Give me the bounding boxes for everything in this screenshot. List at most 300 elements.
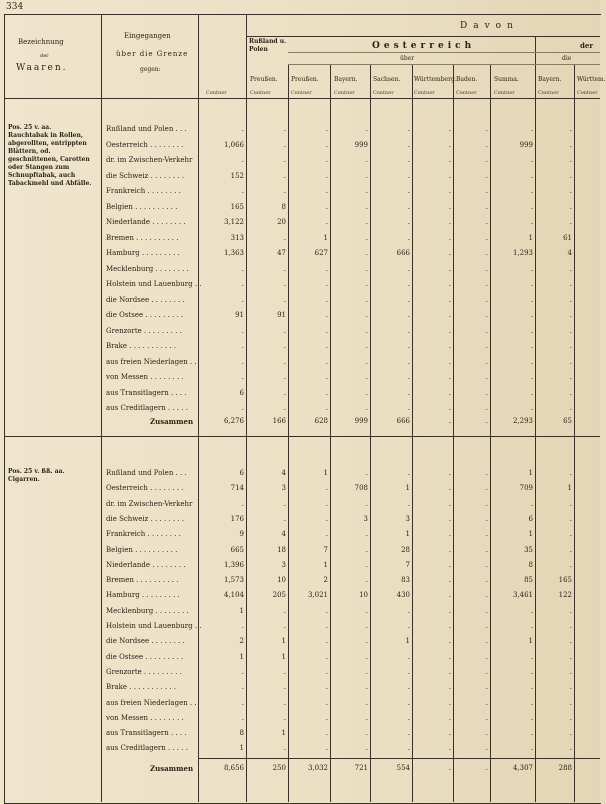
block2-cell: . [569,713,572,722]
block2-cell: . [365,637,368,646]
block2-cell: . [365,606,368,615]
block2-cell: . [530,683,533,692]
block2-country-6: Niederlande . . . . . . . . [106,560,186,569]
block2-country-7: Bremen . . . . . . . . . . [106,576,179,585]
block2-cell: . [325,667,328,676]
block2-cell: . [365,545,368,554]
block2-cell: . [569,698,572,707]
block2-cell: 3,461 [512,591,533,600]
rule [370,64,371,802]
block1-cell: . [325,187,328,195]
block2-country-0: Rußland und Polen . . . [106,469,187,477]
block2-cell: . [485,683,488,692]
block2-cell: . [448,652,451,661]
block2-cell: . [530,667,533,676]
block2-cell: 1 [567,484,572,493]
block1-cell: . [530,404,533,412]
block1-cell: 1,066 [223,140,244,149]
block1-cell: . [407,357,410,366]
block1-cell: . [569,357,572,366]
block1-total-label: Zusammen [150,417,194,426]
block2-cell: . [365,683,368,692]
block2-cell: 1 [405,637,410,646]
block2-cell: . [241,667,244,676]
block2-cell: 122 [558,591,572,600]
block1-cell: 8 [281,202,286,211]
block1-cell: . [448,404,451,412]
block2-cell: . [283,622,286,630]
block2-cell: . [365,713,368,722]
block2-total-cell: 3,032 [307,764,328,772]
block1-total-cell: 666 [396,417,410,425]
block2-cell: . [448,637,451,646]
block1-cell: . [448,280,451,288]
block1-cell: . [325,357,328,366]
block1-cell: . [283,233,286,242]
block2-cell: . [325,637,328,646]
block1-total-cell: 2,293 [512,417,533,425]
block2-cell: . [569,514,572,523]
block1-cell: . [485,233,488,242]
block1-cell: . [448,125,451,133]
block2-total-cell: 288 [558,764,572,772]
block2-cell: . [448,576,451,585]
subheader-1: Preußen. [291,76,319,83]
block2-cell: . [530,729,533,738]
block1-cell: . [407,326,410,335]
unit-label: Centner [494,90,515,96]
unit-label: Centner [456,90,477,96]
block1-cell: . [530,311,533,319]
rule [490,64,491,802]
block1-cell: . [448,187,451,195]
block1-pos: Pos. 25 v. aa. [8,124,52,131]
unit-label: Centner [206,90,227,96]
block2-cell: . [569,622,572,630]
block2-cell: . [448,713,451,722]
block2-country-17: aus Transitlagern . . . . [106,729,187,738]
block2-cell: . [325,530,328,539]
block1-cell: . [365,125,368,133]
block1-cell: . [530,125,533,133]
block1-cell: . [325,404,328,412]
block1-cell: . [283,326,286,335]
block2-cell: 1 [281,729,286,738]
block1-cell: 1,363 [223,249,244,257]
block1-country-4: Frankreich . . . . . . . . [106,187,181,195]
block2-total-cell: 721 [354,764,368,772]
header-davon: Davon [460,21,519,31]
block1-cell: . [283,125,286,133]
block2-cell: . [325,683,328,692]
block2-cell: 35 [524,545,533,554]
block2-cell: 1 [239,744,244,753]
block1-cell: . [530,156,533,164]
block2-country-14: Brake . . . . . . . . . . . [106,683,176,692]
block2-pos: Pos. 25 v. ßß. aa. [8,468,65,475]
block1-cell: . [365,187,368,195]
page-number: 334 [6,2,24,12]
block2-cell: . [325,622,328,630]
block2-cell: . [569,637,572,646]
block1-total-cell: 999 [354,417,368,425]
block2-country-3: die Schweiz . . . . . . . . [106,514,184,523]
block1-cell: . [283,373,286,381]
block2-cell: . [485,591,488,600]
block1-cell: . [407,264,410,273]
block1-cell: . [325,311,328,319]
block2-cell: . [407,683,410,692]
block1-cell: . [569,187,572,195]
block1-cell: . [283,187,286,195]
block1-cell: . [365,264,368,273]
block2-cell: . [530,652,533,661]
block2-cell: . [365,667,368,676]
block1-cell: . [485,295,488,304]
block2-cell: . [448,622,451,630]
rule [288,64,600,65]
block2-cell: . [485,530,488,539]
block2-cell: . [530,606,533,615]
block1-cell: . [365,295,368,304]
block2-cell: . [325,499,328,508]
block1-cell: . [407,202,410,211]
block2-country-10: Holstein und Lauenburg . . [106,622,202,630]
block2-cell: 3 [281,560,286,569]
block1-cell: . [365,233,368,242]
block2-country-11: die Nordsee . . . . . . . . [106,637,185,646]
block2-cell: . [365,652,368,661]
block1-cell: . [569,373,572,381]
block1-cell: . [448,342,451,350]
block1-country-11: die Nordsee . . . . . . . . [106,295,185,304]
header-col2-line3: gegen: [140,66,161,73]
block1-cell: . [407,233,410,242]
unit-label: Centner [414,90,435,96]
block2-country-9: Mecklenburg . . . . . . . . [106,606,189,615]
block2-cell: . [485,652,488,661]
block1-cell: . [325,295,328,304]
block1-country-15: aus freien Niederlagen . . [106,357,197,366]
block1-cell: . [407,280,410,288]
block1-country-7: Bremen . . . . . . . . . . [106,233,179,242]
block2-cell: . [241,683,244,692]
block1-country-1: Oesterreich . . . . . . . . [106,140,184,149]
block1-country-9: Mecklenburg . . . . . . . . [106,264,189,273]
block1-cell: . [448,140,451,149]
block2-cell: . [283,606,286,615]
block1-cell: 999 [519,140,533,149]
subheader-6: Summa. [494,76,519,83]
block1-cell: . [241,295,244,304]
block2-country-13: Grenzorte . . . . . . . . . [106,667,182,676]
block2-cell: . [407,713,410,722]
block2-cell: 1 [239,652,244,661]
block1-cell: 4 [567,249,572,257]
block1-cell: . [448,233,451,242]
block2-cell: . [530,499,533,508]
block1-cell: . [325,218,328,226]
block1-cell: . [569,295,572,304]
block1-cell: . [241,404,244,412]
block1-cell: . [241,280,244,288]
block2-cell: 665 [230,545,244,554]
block1-cell: . [241,326,244,335]
block1-cell: . [530,280,533,288]
block1-cell: . [530,373,533,381]
block2-cell: . [407,622,410,630]
block1-cell: . [283,357,286,366]
block2-description: Cigarren. [8,476,40,483]
block1-cell: . [365,171,368,180]
block2-cell: . [407,698,410,707]
block2-cell: . [365,576,368,585]
block1-cell: 627 [314,249,328,257]
block2-cell: . [485,698,488,707]
block2-cell: 10 [359,591,368,600]
unit-label: Centner [334,90,355,96]
block1-cell: . [448,357,451,366]
block2-cell: 28 [401,545,410,554]
block1-cell: . [530,187,533,195]
block2-total-cell: 554 [396,764,410,772]
block2-cell: . [485,576,488,585]
block2-cell: . [448,560,451,569]
block2-cell: . [283,499,286,508]
block2-cell: . [569,652,572,661]
block2-cell: . [407,744,410,753]
block2-cell: 165 [558,576,572,585]
block1-country-2: dr. im Zwischen-Verkehr [106,156,193,164]
block1-cell: . [448,156,451,164]
block2-cell: . [485,713,488,722]
block2-cell: . [241,499,244,508]
block1-cell: . [325,202,328,211]
block1-cell: . [365,311,368,319]
block1-cell: . [448,311,451,319]
block2-cell: . [448,729,451,738]
unit-label: Centner [538,90,559,96]
block2-country-15: aus freien Niederlagen . . [106,698,197,707]
block2-cell: . [448,591,451,600]
block1-country-8: Hamburg . . . . . . . . . [106,249,180,257]
block2-cell: . [365,560,368,569]
block1-country-5: Belgien . . . . . . . . . . [106,202,178,211]
block1-cell: . [325,342,328,350]
block2-cell: . [569,606,572,615]
block2-cell: . [569,545,572,554]
block1-cell: 47 [277,249,286,257]
block2-cell: . [485,667,488,676]
block1-cell: . [365,357,368,366]
block2-cell: . [485,469,488,477]
block1-cell: . [448,171,451,180]
unit-label: Centner [373,90,394,96]
block1-cell: 3,122 [223,218,244,226]
block2-cell: 1 [323,469,328,477]
block1-cell: . [407,342,410,350]
block1-label [8,124,98,188]
block1-cell: . [530,171,533,180]
block2-cell: . [283,667,286,676]
header-ueber: über [400,55,415,62]
block1-cell: . [241,357,244,366]
block2-country-2: dr. im Zwischen-Verkehr [106,499,193,508]
block1-cell: . [448,295,451,304]
block1-cell: 666 [396,249,410,257]
block2-cell: . [283,713,286,722]
block2-cell: 714 [230,484,244,493]
block1-cell: . [569,156,572,164]
block2-cell: 1 [405,530,410,539]
block2-cell: . [448,469,451,477]
block2-cell: . [569,530,572,539]
block1-cell: . [485,326,488,335]
subheader-3: Sachsen. [373,76,401,83]
block1-cell: . [241,373,244,381]
block2-cell: 4 [281,530,286,539]
block2-cell: 1 [323,560,328,569]
block1-cell: . [485,171,488,180]
block1-cell: . [530,202,533,211]
block1-cell: 20 [277,218,286,226]
block1-total-cell: 65 [563,417,572,425]
block1-cell: . [283,295,286,304]
block1-cell: . [407,373,410,381]
rule [198,14,199,802]
rule [4,98,600,99]
block2-cell: . [283,683,286,692]
subheader-4: Württemberg. [414,76,457,83]
block1-cell: . [325,156,328,164]
block2-cell: 3 [281,484,286,493]
block2-country-12: die Ostsee . . . . . . . . . [106,652,184,661]
rule [412,64,413,802]
subheader-7: Bayern. [538,76,562,83]
block2-cell: . [241,698,244,707]
block1-cell: . [569,171,572,180]
block2-cell: . [407,499,410,508]
block2-cell: 1 [528,637,533,646]
block2-cell: . [569,729,572,738]
block1-cell: . [407,156,410,164]
block2-cell: . [569,469,572,477]
block2-cell: . [485,622,488,630]
block1-cell: 1 [323,233,328,242]
block1-cell: . [283,280,286,288]
block1-cell: . [569,218,572,226]
block1-cell: . [485,249,488,257]
block2-cell: 9 [239,530,244,539]
block2-country-16: von Messen . . . . . . . . [106,713,184,722]
block2-cell: . [485,499,488,508]
block2-cell: 3,021 [307,591,328,600]
block2-cell: . [325,744,328,753]
block2-cell: . [365,469,368,477]
block1-country-12: die Ostsee . . . . . . . . . [106,311,184,319]
header-die: die [562,55,572,62]
block1-country-18: aus Creditlagern . . . . . [106,404,189,412]
block2-cell: . [283,744,286,753]
block2-cell: . [485,514,488,523]
block1-cell: . [241,156,244,164]
block1-cell: . [283,140,286,149]
block2-label [8,468,98,484]
block2-cell: 1 [239,606,244,615]
block1-total-cell: . [485,417,488,425]
block2-cell: . [530,713,533,722]
block1-cell: . [485,187,488,195]
block2-cell: . [485,637,488,646]
block2-cell: . [325,713,328,722]
block2-cell: . [569,560,572,569]
block1-cell: 1 [528,233,533,242]
block1-cell: . [485,125,488,133]
block2-cell: . [365,499,368,508]
block1-cell: . [283,388,286,397]
block1-cell: . [485,342,488,350]
block2-cell: 1 [528,469,533,477]
block1-cell: . [485,357,488,366]
block1-total-cell: 166 [272,417,286,425]
block1-cell: . [325,326,328,335]
block1-cell: . [569,404,572,412]
block1-cell: . [365,218,368,226]
block1-cell: . [485,388,488,397]
block2-cell: . [325,729,328,738]
block2-cell: 1 [405,484,410,493]
block1-cell: . [569,280,572,288]
block2-cell: . [407,667,410,676]
block1-cell: . [407,187,410,195]
block2-cell: 7 [405,560,410,569]
block1-cell: . [530,357,533,366]
block1-country-16: von Messen . . . . . . . . [106,373,184,381]
block2-cell: . [448,514,451,523]
subheader-5: Baden. [456,76,478,83]
block2-cell: 4,104 [223,591,244,600]
block2-country-5: Belgien . . . . . . . . . . [106,545,178,554]
block2-country-4: Frankreich . . . . . . . . [106,530,181,539]
block1-cell: . [365,326,368,335]
block2-cell: 1 [528,530,533,539]
block2-cell: 8 [239,729,244,738]
block1-cell: . [485,156,488,164]
block1-cell: . [448,249,451,257]
block2-total-cell: 4,307 [512,764,533,772]
block2-cell: 4 [281,469,286,477]
block1-cell: . [569,326,572,335]
header-col1-line1: Bezeichnung [18,38,64,46]
block1-cell: . [569,125,572,133]
rule [574,64,575,802]
block1-cell: . [407,295,410,304]
block1-cell: . [365,373,368,381]
block1-cell: . [530,264,533,273]
block2-cell: . [448,606,451,615]
subheader-0: Preußen. [250,76,278,83]
block2-cell: . [530,698,533,707]
header-col1-line2: der [40,53,49,59]
block2-cell: . [448,744,451,753]
block2-total-cell: 8,656 [223,764,244,772]
block1-cell: . [530,218,533,226]
rule [330,64,331,802]
block2-total-cell: . [485,764,488,772]
block2-cell: 7 [323,545,328,554]
block1-cell: 91 [235,311,244,319]
block2-cell: 1,396 [223,560,244,569]
